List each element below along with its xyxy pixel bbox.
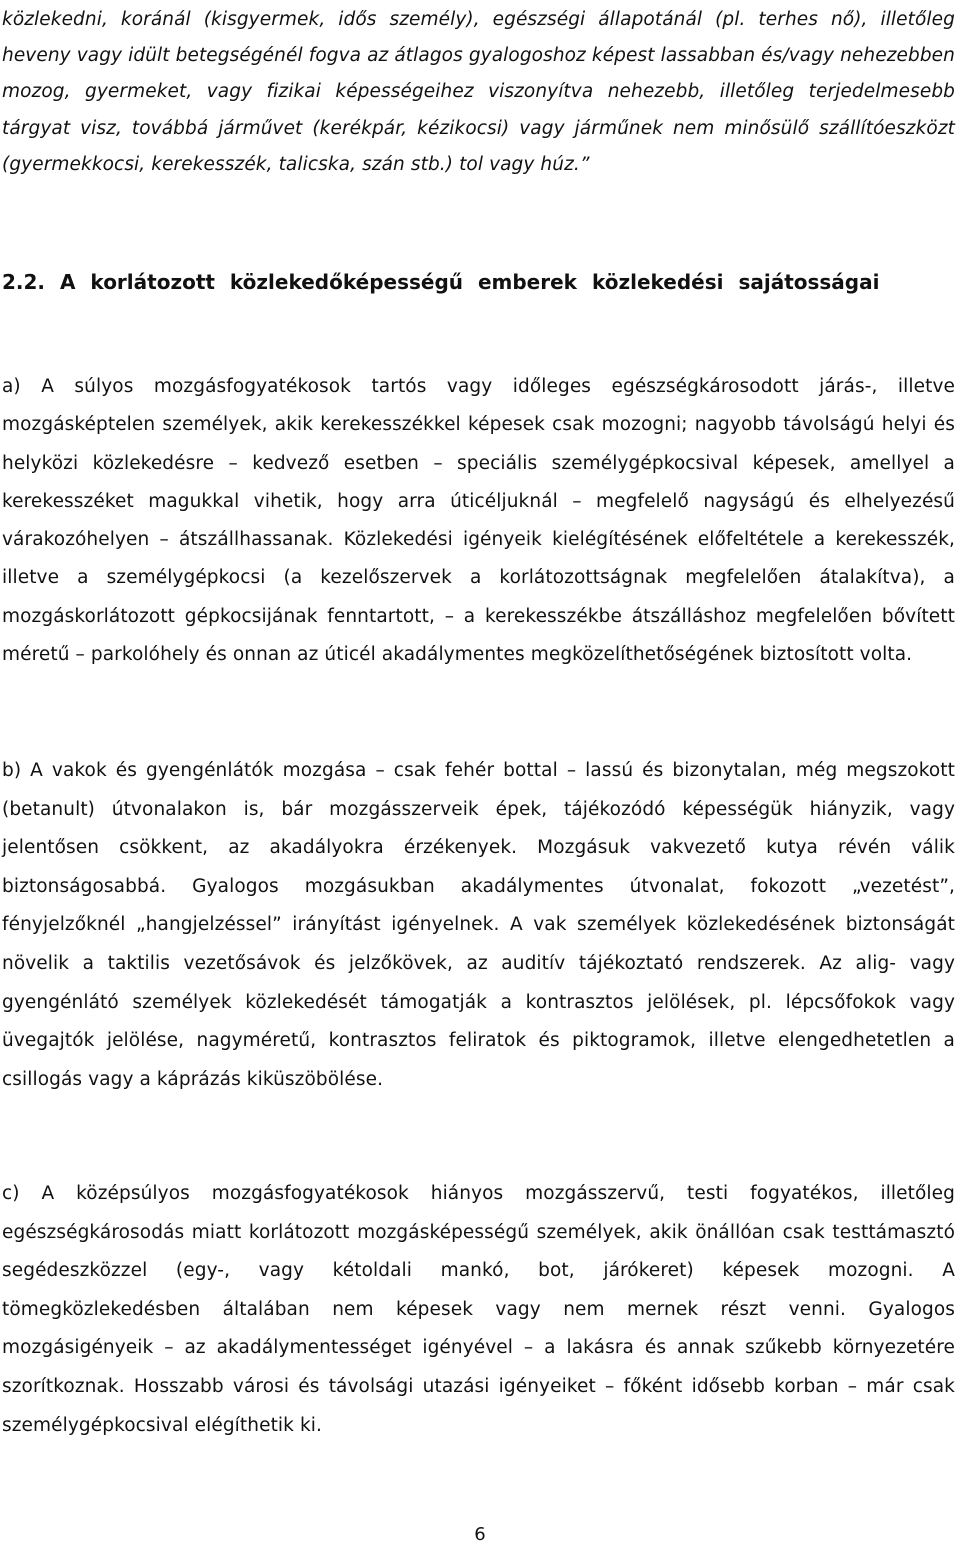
section-heading: 2.2. A korlátozott közlekedőképességű emberek közlekedési sajátosságai <box>2 270 880 294</box>
paragraph-a: a) A súlyos mozgásfogyatékosok tartós vagy időleges egészségkárosodott járás-, illetve mozgásképtelen személyek, akik kerekesszékkel képesek csak mozogni; nagyobb távolságú helyi és helyközi közlekedésre – kedvező esetben – speciális személygépkocsival képesek, amellyel a kerekesszéket magukkal vihetik, hogy arra úticéljuknál – megfelelő nagyságú és elhelyezésű várakozóhelyen – átszállhassanak. Közlekedési igényeik kielégítésének előfeltétele a kerekesszék, illetve a személygépkocsi (a kezelőszervek a korlátozottságnak megfelelően átalakítva), a mozgáskorlátozott gépkocsijának fenntartott, – a kerekesszékbe átszálláshoz megfelelően bővített méretű – parkolóhely és onnan az úticél akadálymentes megközelíthetőségének biztosított volta. <box>2 376 955 666</box>
intro-quote-paragraph: közlekedni, koránál (kisgyermek, idős személy), egészségi állapotánál (pl. terhes nő), illetőleg heveny vagy idült betegségénél fogva az átlagos gyalogoshoz képest lassabban és/vagy nehezebben mozog, gyermeket, vagy fizikai képességeihez viszonyítva nehezebb, illetőleg terjedelmesebb tárgyat visz, továbbá járművet (kerékpár, kézikocsi) vagy járműnek nem minősülő szállítóeszközt (gyermekkocsi, kerekesszék, talicska, szán stb.) tol vagy húz.” <box>2 9 955 175</box>
page-number: 6 <box>474 1524 486 1545</box>
paragraph-c: c) A középsúlyos mozgásfogyatékosok hiányos mozgásszervű, testi fogyatékos, illetőleg egészségkárosodás miatt korlátozott mozgásképességű személyek, akik önállóan csak testtámasztó segédeszközzel (egy-, vagy kétoldali mankó, bot, járókeret) képesek mozogni. A tömegközlekedésben általában nem képesek vagy nem mernek részt venni. Gyalogos mozgásigényeik – az akadálymentességet igényével – a lakásra és annak szűkebb környezetére szorítkoznak. Hosszabb városi és távolsági utazási igényeiket – főként idősebb korban – már csak személygépkocsival elégíthetik ki. <box>2 1183 955 1436</box>
paragraph-b: b) A vakok és gyengénlátók mozgása – csak fehér bottal – lassú és bizonytalan, még megszokott (betanult) útvonalakon is, bár mozgásszerveik épek, tájékozódó képességük hiányzik, vagy jelentősen csökkent, az akadályokra érzékenyek. Mozgásuk vakvezető kutya révén válik biztonságosabbá. Gyalogos mozgásukban akadálymentes útvonalat, fokozott „vezetést”, fényjelzőknél „hangjelzéssel” irányítást igényelnek. A vak személyek közlekedésének biztonságát növelik a taktilis vezetősávok és jelzőkövek, az auditív tájékoztató rendszerek. Az alig- vagy gyengénlátó személyek közlekedését támogatják a kontrasztos jelölések, pl. lépcsőfokok vagy üvegajtók jelölése, nagyméretű, kontrasztos feliratok és piktogramok, illetve elengedhetetlen a csillogás vagy a káprázás kiküszöbölése. <box>2 760 955 1090</box>
